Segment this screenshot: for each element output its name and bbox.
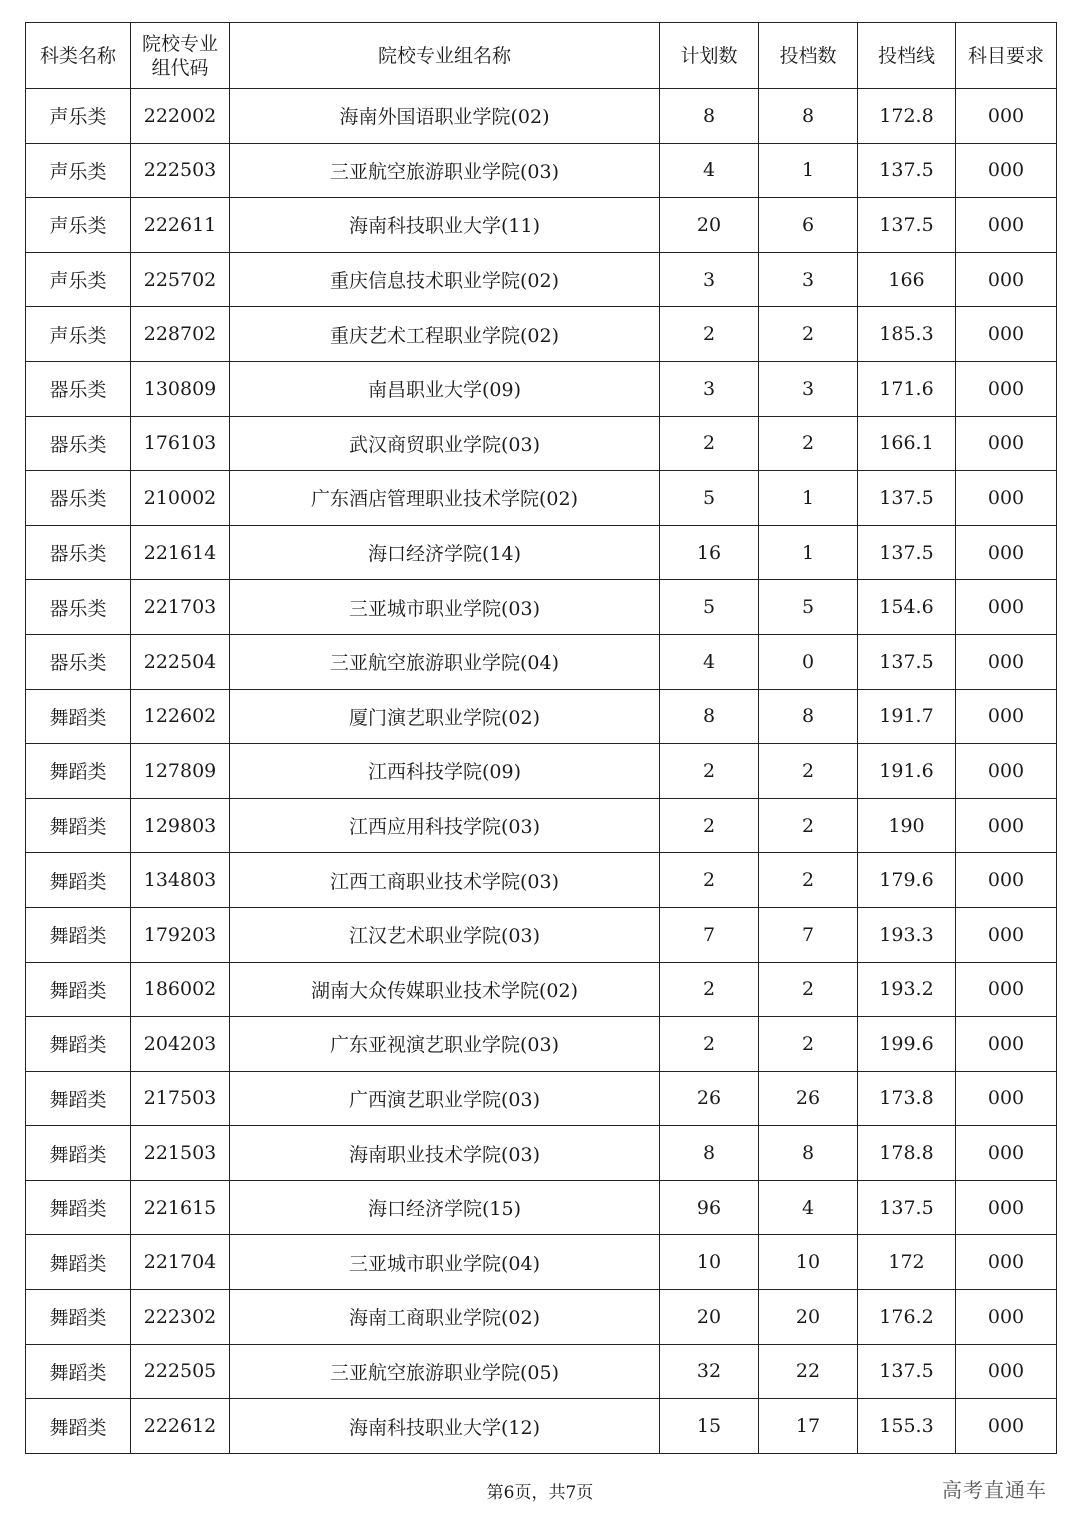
cell-cutoff-score: 179.6 — [858, 853, 956, 908]
cell-cutoff-score: 137.5 — [858, 525, 956, 580]
cell-plan-count: 2 — [660, 962, 759, 1017]
table-row — [26, 416, 1057, 471]
cell-group-code: 130809 — [131, 361, 230, 416]
cell-admitted-count: 4 — [759, 1180, 858, 1235]
cell-group-code: 204203 — [131, 1017, 230, 1072]
cell-plan-count: 3 — [660, 361, 759, 416]
cell-subject-requirement: 000 — [956, 798, 1057, 853]
cell-subject-requirement: 000 — [956, 198, 1057, 253]
cell-group-code: 122602 — [131, 689, 230, 744]
cell-plan-count: 2 — [660, 744, 759, 799]
table-row — [26, 634, 1057, 689]
cell-subject-requirement: 000 — [956, 471, 1057, 526]
cell-category: 器乐类 — [26, 361, 131, 416]
cell-group-name: 海口经济学院(14) — [230, 525, 660, 580]
cell-group-name: 三亚城市职业学院(03) — [230, 580, 660, 635]
table-row — [26, 1235, 1057, 1290]
table-row — [26, 1017, 1057, 1072]
cell-category: 舞蹈类 — [26, 798, 131, 853]
cell-group-code: 222302 — [131, 1290, 230, 1345]
cell-plan-count: 32 — [660, 1344, 759, 1399]
cell-group-code: 221614 — [131, 525, 230, 580]
cell-group-name: 海南外国语职业学院(02) — [230, 89, 660, 144]
cell-subject-requirement: 000 — [956, 1017, 1057, 1072]
table-row — [26, 907, 1057, 962]
watermark-logo: 高考直通车 — [942, 1478, 1047, 1502]
table-row — [26, 1344, 1057, 1399]
cell-cutoff-score: 154.6 — [858, 580, 956, 635]
cell-cutoff-score: 137.5 — [858, 143, 956, 198]
cell-subject-requirement: 000 — [956, 143, 1057, 198]
cell-group-name: 江西科技学院(09) — [230, 744, 660, 799]
cell-category: 器乐类 — [26, 525, 131, 580]
table-row — [26, 1399, 1057, 1454]
table-row — [26, 580, 1057, 635]
cell-subject-requirement: 000 — [956, 1344, 1057, 1399]
cell-subject-requirement: 000 — [956, 416, 1057, 471]
header-category: 科类名称 — [26, 23, 131, 89]
cell-category: 舞蹈类 — [26, 689, 131, 744]
cell-category: 舞蹈类 — [26, 1290, 131, 1345]
cell-cutoff-score: 191.6 — [858, 744, 956, 799]
cell-cutoff-score: 199.6 — [858, 1017, 956, 1072]
cell-group-code: 221703 — [131, 580, 230, 635]
cell-subject-requirement: 000 — [956, 580, 1057, 635]
cell-admitted-count: 1 — [759, 143, 858, 198]
header-group-name: 院校专业组名称 — [230, 23, 660, 89]
cell-group-code: 222505 — [131, 1344, 230, 1399]
header-admitted-count: 投档数 — [759, 23, 858, 89]
table-row — [26, 853, 1057, 908]
table-row — [26, 1290, 1057, 1345]
cell-subject-requirement: 000 — [956, 907, 1057, 962]
cell-group-name: 江西应用科技学院(03) — [230, 798, 660, 853]
cell-cutoff-score: 171.6 — [858, 361, 956, 416]
cell-plan-count: 4 — [660, 634, 759, 689]
cell-group-name: 武汉商贸职业学院(03) — [230, 416, 660, 471]
cell-category: 舞蹈类 — [26, 853, 131, 908]
cell-subject-requirement: 000 — [956, 307, 1057, 362]
cell-group-name: 三亚航空旅游职业学院(05) — [230, 1344, 660, 1399]
cell-admitted-count: 1 — [759, 471, 858, 526]
cell-plan-count: 96 — [660, 1180, 759, 1235]
cell-subject-requirement: 000 — [956, 1290, 1057, 1345]
cell-subject-requirement: 000 — [956, 962, 1057, 1017]
cell-admitted-count: 2 — [759, 853, 858, 908]
cell-admitted-count: 3 — [759, 252, 858, 307]
cell-group-code: 222612 — [131, 1399, 230, 1454]
cell-group-name: 广西演艺职业学院(03) — [230, 1071, 660, 1126]
header-group-code: 院校专业 组代码 — [131, 23, 230, 89]
cell-group-name: 厦门演艺职业学院(02) — [230, 689, 660, 744]
cell-admitted-count: 0 — [759, 634, 858, 689]
cell-plan-count: 5 — [660, 471, 759, 526]
cell-cutoff-score: 137.5 — [858, 471, 956, 526]
cell-group-code: 210002 — [131, 471, 230, 526]
cell-cutoff-score: 178.8 — [858, 1126, 956, 1181]
cell-cutoff-score: 193.2 — [858, 962, 956, 1017]
cell-admitted-count: 17 — [759, 1399, 858, 1454]
cell-group-code: 221615 — [131, 1180, 230, 1235]
cell-cutoff-score: 176.2 — [858, 1290, 956, 1345]
cell-admitted-count: 2 — [759, 744, 858, 799]
cell-plan-count: 8 — [660, 89, 759, 144]
cell-plan-count: 15 — [660, 1399, 759, 1454]
cell-group-name: 重庆艺术工程职业学院(02) — [230, 307, 660, 362]
cell-category: 声乐类 — [26, 89, 131, 144]
cell-subject-requirement: 000 — [956, 689, 1057, 744]
cell-subject-requirement: 000 — [956, 1071, 1057, 1126]
cell-category: 舞蹈类 — [26, 744, 131, 799]
cell-admitted-count: 8 — [759, 689, 858, 744]
cell-group-code: 222504 — [131, 634, 230, 689]
cell-cutoff-score: 172.8 — [858, 89, 956, 144]
cell-group-code: 176103 — [131, 416, 230, 471]
cell-cutoff-score: 137.5 — [858, 634, 956, 689]
cell-cutoff-score: 190 — [858, 798, 956, 853]
table-row — [26, 307, 1057, 362]
cell-admitted-count: 6 — [759, 198, 858, 253]
header-plan-count: 计划数 — [660, 23, 759, 89]
table-row — [26, 361, 1057, 416]
cell-group-code: 221704 — [131, 1235, 230, 1290]
cell-subject-requirement: 000 — [956, 853, 1057, 908]
table-row — [26, 689, 1057, 744]
cell-group-code: 222503 — [131, 143, 230, 198]
cell-admitted-count: 2 — [759, 416, 858, 471]
cell-cutoff-score: 166.1 — [858, 416, 956, 471]
cell-group-name: 海南科技职业大学(11) — [230, 198, 660, 253]
cell-admitted-count: 2 — [759, 307, 858, 362]
cell-group-code: 179203 — [131, 907, 230, 962]
cell-cutoff-score: 166 — [858, 252, 956, 307]
cell-group-code: 134803 — [131, 853, 230, 908]
cell-admitted-count: 8 — [759, 89, 858, 144]
cell-plan-count: 10 — [660, 1235, 759, 1290]
cell-category: 声乐类 — [26, 143, 131, 198]
cell-category: 器乐类 — [26, 634, 131, 689]
cell-plan-count: 5 — [660, 580, 759, 635]
cell-cutoff-score: 137.5 — [858, 198, 956, 253]
cell-group-code: 127809 — [131, 744, 230, 799]
table-row — [26, 1071, 1057, 1126]
admission-table — [25, 22, 1057, 1454]
cell-group-code: 228702 — [131, 307, 230, 362]
cell-group-name: 重庆信息技术职业学院(02) — [230, 252, 660, 307]
cell-group-name: 海口经济学院(15) — [230, 1180, 660, 1235]
cell-admitted-count: 8 — [759, 1126, 858, 1181]
cell-plan-count: 16 — [660, 525, 759, 580]
cell-plan-count: 2 — [660, 1017, 759, 1072]
cell-category: 舞蹈类 — [26, 1344, 131, 1399]
cell-category: 声乐类 — [26, 198, 131, 253]
cell-plan-count: 8 — [660, 689, 759, 744]
table-row — [26, 1180, 1057, 1235]
cell-group-code: 129803 — [131, 798, 230, 853]
cell-plan-count: 26 — [660, 1071, 759, 1126]
cell-category: 舞蹈类 — [26, 907, 131, 962]
cell-plan-count: 7 — [660, 907, 759, 962]
cell-admitted-count: 26 — [759, 1071, 858, 1126]
cell-admitted-count: 22 — [759, 1344, 858, 1399]
cell-subject-requirement: 000 — [956, 89, 1057, 144]
cell-cutoff-score: 137.5 — [858, 1344, 956, 1399]
cell-cutoff-score: 172 — [858, 1235, 956, 1290]
cell-plan-count: 2 — [660, 307, 759, 362]
cell-subject-requirement: 000 — [956, 361, 1057, 416]
cell-plan-count: 2 — [660, 798, 759, 853]
cell-category: 器乐类 — [26, 580, 131, 635]
cell-category: 舞蹈类 — [26, 1126, 131, 1181]
cell-plan-count: 3 — [660, 252, 759, 307]
table-row — [26, 198, 1057, 253]
cell-category: 声乐类 — [26, 252, 131, 307]
cell-group-code: 225702 — [131, 252, 230, 307]
cell-admitted-count: 20 — [759, 1290, 858, 1345]
cell-group-name: 海南科技职业大学(12) — [230, 1399, 660, 1454]
header-cutoff-score: 投档线 — [858, 23, 956, 89]
cell-cutoff-score: 155.3 — [858, 1399, 956, 1454]
table-row — [26, 471, 1057, 526]
cell-group-code: 221503 — [131, 1126, 230, 1181]
cell-category: 舞蹈类 — [26, 1071, 131, 1126]
cell-subject-requirement: 000 — [956, 525, 1057, 580]
cell-plan-count: 20 — [660, 198, 759, 253]
table-row — [26, 744, 1057, 799]
cell-category: 器乐类 — [26, 471, 131, 526]
cell-group-code: 186002 — [131, 962, 230, 1017]
cell-subject-requirement: 000 — [956, 1180, 1057, 1235]
cell-subject-requirement: 000 — [956, 634, 1057, 689]
cell-cutoff-score: 137.5 — [858, 1180, 956, 1235]
cell-group-name: 广东亚视演艺职业学院(03) — [230, 1017, 660, 1072]
cell-category: 器乐类 — [26, 416, 131, 471]
cell-subject-requirement: 000 — [956, 1126, 1057, 1181]
cell-admitted-count: 1 — [759, 525, 858, 580]
table-row — [26, 1126, 1057, 1181]
cell-category: 声乐类 — [26, 307, 131, 362]
cell-group-name: 三亚航空旅游职业学院(04) — [230, 634, 660, 689]
cell-group-name: 江汉艺术职业学院(03) — [230, 907, 660, 962]
table-row — [26, 89, 1057, 144]
cell-plan-count: 4 — [660, 143, 759, 198]
cell-admitted-count: 2 — [759, 1017, 858, 1072]
cell-subject-requirement: 000 — [956, 1235, 1057, 1290]
cell-plan-count: 20 — [660, 1290, 759, 1345]
table-row — [26, 252, 1057, 307]
cell-admitted-count: 2 — [759, 798, 858, 853]
cell-group-name: 三亚城市职业学院(04) — [230, 1235, 660, 1290]
cell-group-name: 海南职业技术学院(03) — [230, 1126, 660, 1181]
cell-group-name: 江西工商职业技术学院(03) — [230, 853, 660, 908]
cell-cutoff-score: 185.3 — [858, 307, 956, 362]
cell-group-code: 217503 — [131, 1071, 230, 1126]
cell-category: 舞蹈类 — [26, 1017, 131, 1072]
cell-subject-requirement: 000 — [956, 744, 1057, 799]
header-subject-requirement: 科目要求 — [956, 23, 1057, 89]
cell-plan-count: 8 — [660, 1126, 759, 1181]
cell-category: 舞蹈类 — [26, 1180, 131, 1235]
cell-group-name: 湖南大众传媒职业技术学院(02) — [230, 962, 660, 1017]
cell-group-name: 三亚航空旅游职业学院(03) — [230, 143, 660, 198]
cell-group-code: 222002 — [131, 89, 230, 144]
cell-admitted-count: 5 — [759, 580, 858, 635]
cell-group-name: 南昌职业大学(09) — [230, 361, 660, 416]
table-row — [26, 143, 1057, 198]
cell-subject-requirement: 000 — [956, 1399, 1057, 1454]
cell-admitted-count: 7 — [759, 907, 858, 962]
cell-cutoff-score: 193.3 — [858, 907, 956, 962]
table-row — [26, 798, 1057, 853]
cell-admitted-count: 3 — [759, 361, 858, 416]
cell-plan-count: 2 — [660, 853, 759, 908]
cell-cutoff-score: 191.7 — [858, 689, 956, 744]
cell-admitted-count: 2 — [759, 962, 858, 1017]
page-number: 第6页，共7页 — [486, 1483, 594, 1503]
cell-category: 舞蹈类 — [26, 1399, 131, 1454]
table-row — [26, 525, 1057, 580]
table-row — [26, 962, 1057, 1017]
cell-category: 舞蹈类 — [26, 1235, 131, 1290]
cell-plan-count: 2 — [660, 416, 759, 471]
cell-cutoff-score: 173.8 — [858, 1071, 956, 1126]
header-row — [26, 23, 1057, 89]
cell-subject-requirement: 000 — [956, 252, 1057, 307]
cell-group-name: 海南工商职业学院(02) — [230, 1290, 660, 1345]
cell-group-name: 广东酒店管理职业技术学院(02) — [230, 471, 660, 526]
cell-category: 舞蹈类 — [26, 962, 131, 1017]
cell-admitted-count: 10 — [759, 1235, 858, 1290]
cell-group-code: 222611 — [131, 198, 230, 253]
